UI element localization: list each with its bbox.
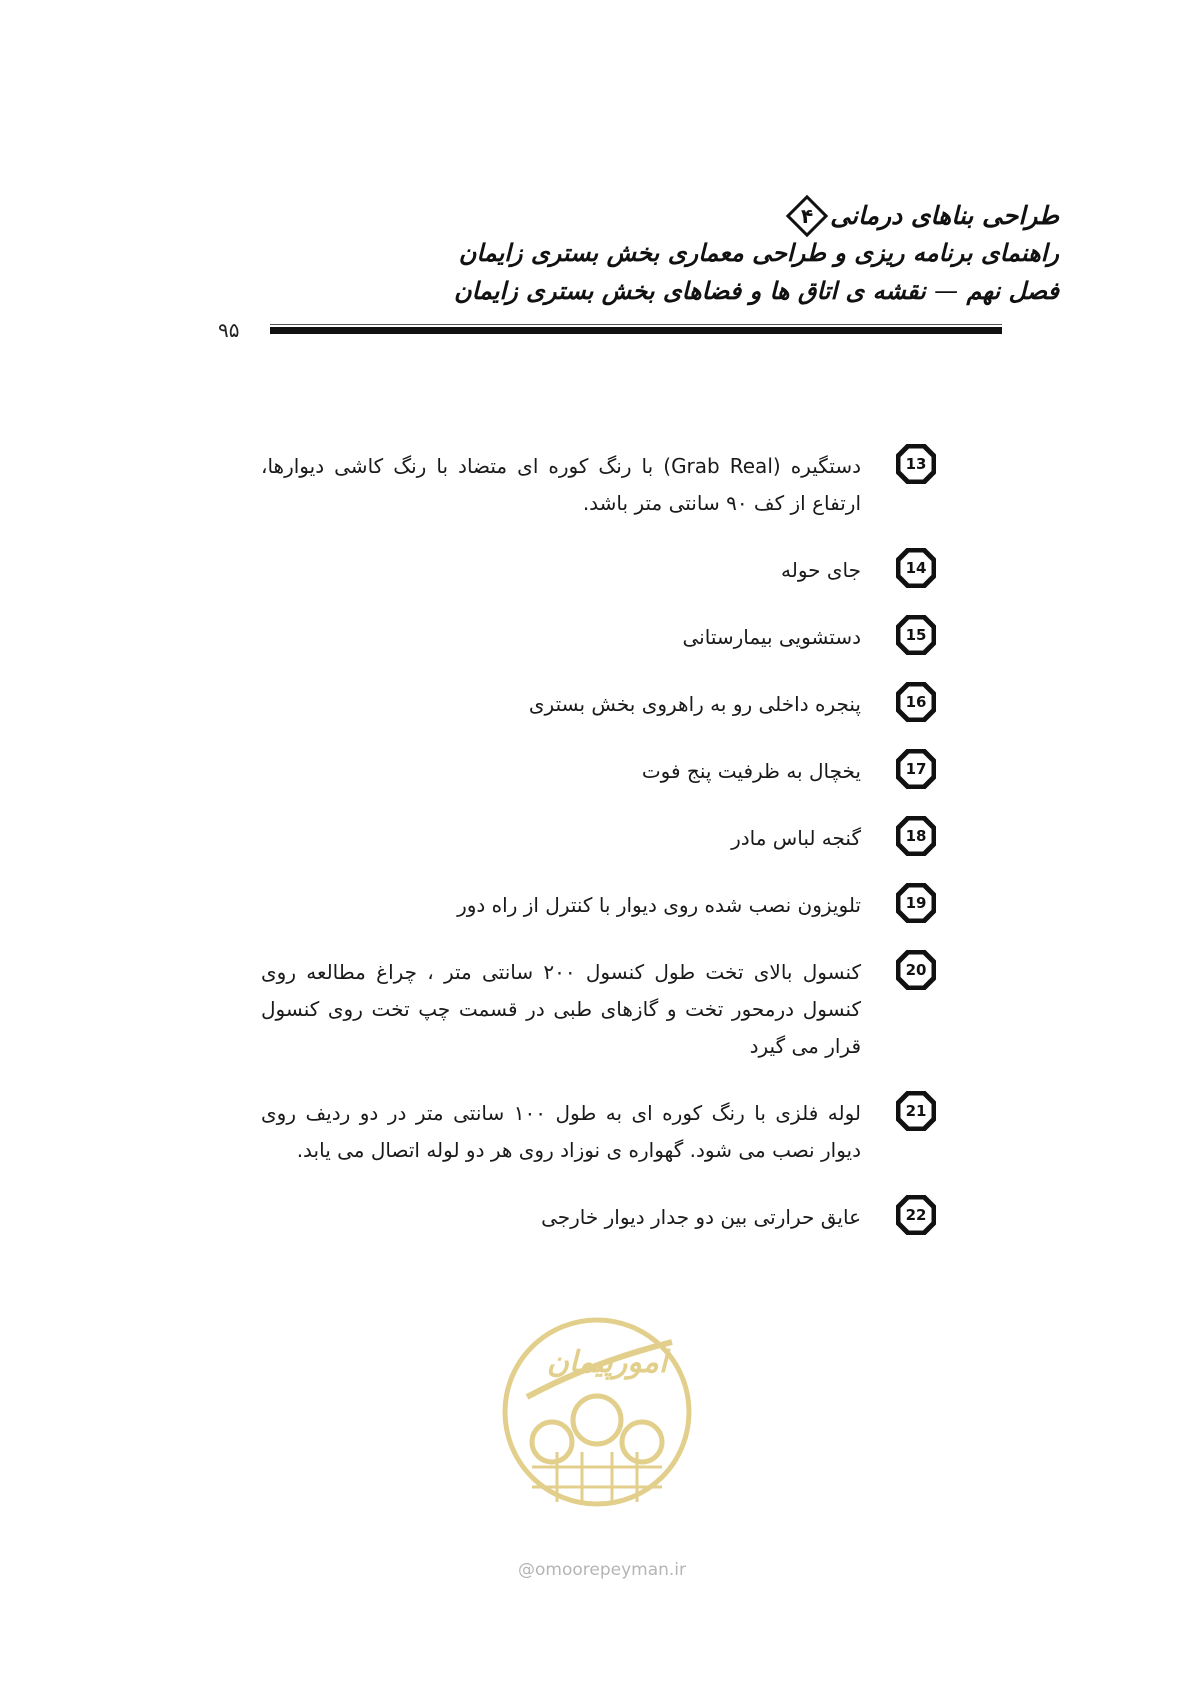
item-text: عایق حرارتی بین دو جدار دیوار خارجی	[541, 1205, 861, 1229]
item-number: 17	[905, 759, 927, 778]
book-title: طراحی بناهای درمانی	[830, 201, 1059, 230]
header-rule-thin	[270, 324, 1002, 325]
item-text: کنسول بالای تخت طول کنسول ۲۰۰ سانتی متر ، چراغ مطالعه روی کنسول درمحور تخت و گازهای طبی در قسمت چپ تخت روی کنسول قرار می گیرد	[261, 960, 861, 1058]
legend-item	[261, 753, 927, 790]
item-number: 16	[905, 692, 927, 711]
item-text: گنجه لباس مادر	[731, 826, 861, 850]
item-text: یخچال به ظرفیت پنج فوت	[641, 759, 861, 783]
item-number: 15	[905, 625, 927, 644]
volume-diamond-badge	[790, 199, 824, 233]
item-text: دستگیره (Grab Real) با رنگ کوره ای متضاد با رنگ کاشی دیوارها، ارتفاع از کف ۹۰ سانتی متر باشد.	[261, 454, 861, 515]
octagon-number-badge	[896, 682, 936, 722]
legend-item	[261, 619, 927, 656]
item-number: 20	[905, 960, 927, 979]
item-number: 19	[905, 893, 927, 912]
watermark-logo-text: امورپیمان	[546, 1345, 668, 1380]
legend-list	[261, 448, 927, 1266]
book-subtitle: راهنمای برنامه ریزی و طراحی معماری بخش بستری زایمان	[458, 239, 1059, 267]
watermark-site: @omoorepeyman.ir	[517, 1560, 687, 1580]
legend-item	[261, 552, 927, 589]
running-header	[419, 198, 1059, 310]
legend-item	[261, 820, 927, 857]
octagon-number-badge	[896, 1091, 936, 1131]
octagon-number-badge	[896, 444, 936, 484]
legend-item	[261, 686, 927, 723]
watermark-logo	[497, 1302, 697, 1542]
volume-number: ۴	[801, 204, 814, 228]
page-number: ۹۵	[218, 318, 240, 342]
octagon-number-badge	[896, 749, 936, 789]
legend-item	[261, 1095, 927, 1169]
octagon-number-badge	[896, 883, 936, 923]
item-text: پنجره داخلی رو به راهروی بخش بستری	[528, 692, 861, 716]
chapter-dash: —	[934, 277, 959, 305]
item-number: 21	[905, 1101, 927, 1120]
octagon-number-badge	[896, 950, 936, 990]
legend-item	[261, 954, 927, 1065]
item-text: جای حوله	[781, 558, 861, 582]
chapter-name: نقشه ی اتاق ها و فضاهای بخش بستری زایمان	[453, 277, 926, 305]
legend-item	[261, 1199, 927, 1236]
octagon-number-badge	[896, 816, 936, 856]
legend-item	[261, 448, 927, 522]
book-title-line	[419, 198, 1059, 234]
item-number: 13	[905, 454, 927, 473]
legend-item	[261, 887, 927, 924]
chapter-label: فصل نهم	[966, 277, 1059, 305]
octagon-number-badge	[896, 1195, 936, 1235]
item-text: لوله فلزی با رنگ کوره ای به طول ۱۰۰ سانتی متر در دو ردیف روی دیوار نصب می شود. گهواره ی نوزاد روی هر دو لوله اتصال می یابد.	[261, 1101, 861, 1162]
item-number: 14	[905, 558, 927, 577]
header-rule	[270, 327, 1002, 334]
item-text: تلویزون نصب شده روی دیوار با کنترل از راه دور	[457, 893, 861, 917]
octagon-number-badge	[896, 615, 936, 655]
chapter-title	[419, 272, 1059, 310]
item-number: 18	[905, 826, 927, 845]
item-number: 22	[905, 1205, 927, 1224]
octagon-number-badge	[896, 548, 936, 588]
item-text: دستشویی بیمارستانی	[682, 625, 861, 649]
